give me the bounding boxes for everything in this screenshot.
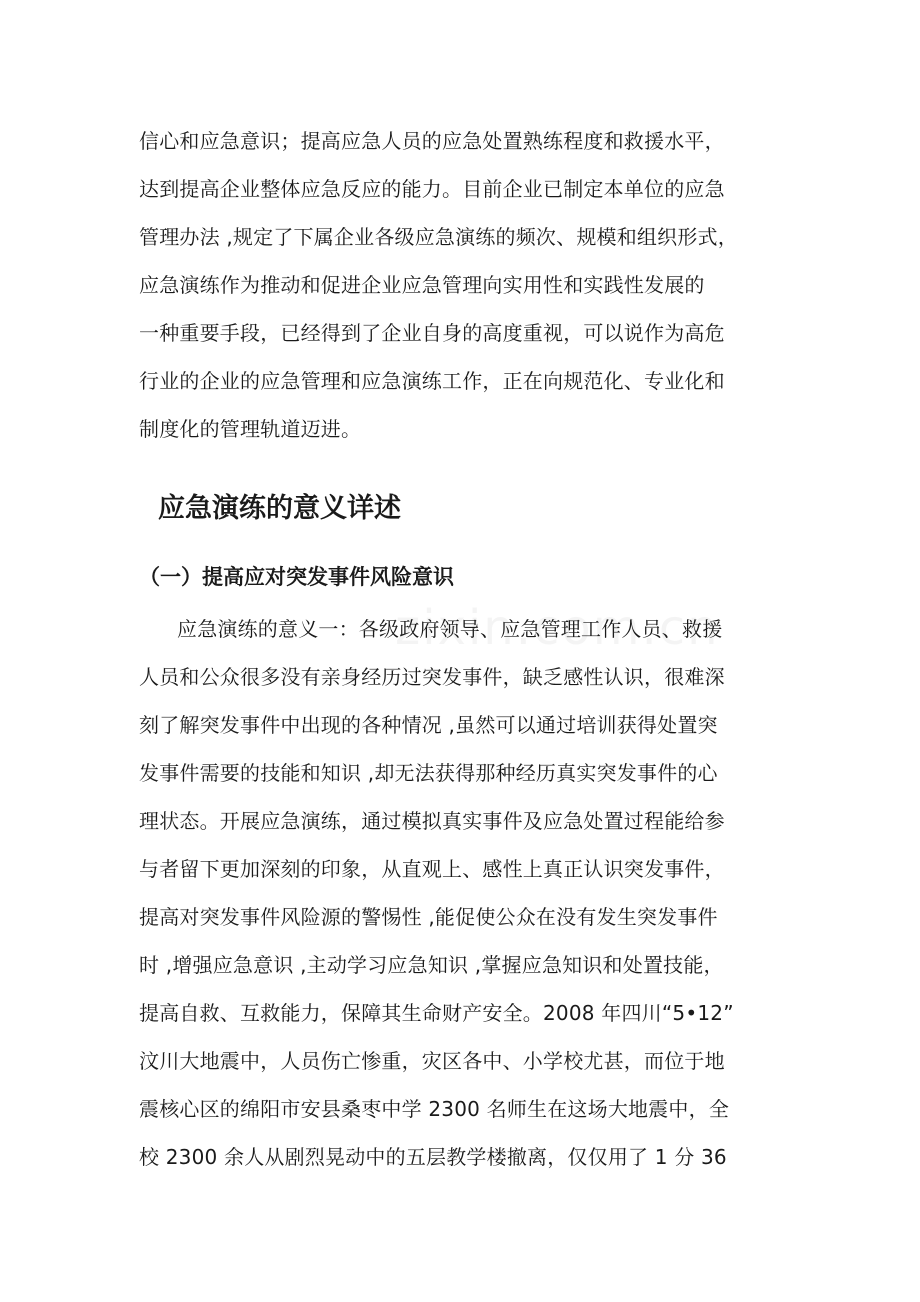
paragraph-line: 管理办法 ,规定了下属企业各级应急演练的频次、规模和组织形式， (139, 225, 738, 249)
paragraph-line: 一种重要手段，已经得到了企业自身的高度重视，可以说作为高危 (139, 321, 725, 345)
paragraph-line: 达到提高企业整体应急反应的能力。目前企业已制定本单位的应急 (139, 177, 725, 201)
paragraph-line: 应急演练作为推动和促进企业应急管理向实用性和实践性发展的 (139, 273, 705, 297)
paragraph-line: 汶川大地震中，人员伤亡惨重，灾区各中、小学校尤甚，而位于地 (139, 1049, 725, 1073)
paragraph-line: 行业的企业的应急管理和应急演练工作，正在向规范化、专业化和 (139, 369, 725, 393)
paragraph-line: 刻了解突发事件中出现的各种情况 ,虽然可以通过培训获得处置突 (139, 713, 718, 737)
section-heading: 应急演练的意义详述 (158, 493, 401, 524)
paragraph-line: 震核心区的绵阳市安县桑枣中学 2300 名师生在这场大地震中，全 (139, 1097, 730, 1121)
subsection-heading: （一）提高应对突发事件风险意识 (139, 565, 454, 589)
document-body (139, 117, 809, 1181)
paragraph-line: 提高自救、互救能力，保障其生命财产安全。2008 年四川“5•12” (139, 1001, 734, 1025)
paragraph-line: 应急演练的意义一：各级政府领导、应急管理工作人员、救援 (177, 617, 723, 641)
paragraph-2 (139, 605, 809, 1181)
paragraph-line: 提高对突发事件风险源的警惕性 ,能促使公众在没有发生突发事件 (139, 905, 718, 929)
paragraph-line: 发事件需要的技能和知识 ,却无法获得那种经历真实突发事件的心 (139, 761, 718, 785)
paragraph-line: 理状态。开展应急演练，通过模拟真实事件及应急处置过程能给参 (139, 809, 725, 833)
paragraph-line: 制度化的管理轨道迈进。 (139, 417, 362, 441)
paragraph-line: 校 2300 余人从剧烈晃动中的五层教学楼撤离，仅仅用了 1 分 36 (139, 1145, 727, 1169)
paragraph-line: 与者留下更加深刻的印象，从直观上、感性上真正认识突发事件， (139, 857, 725, 881)
paragraph-line: 时 ,增强应急意识 ,主动学习应急知识 ,掌握应急知识和处置技能， (139, 953, 724, 977)
paragraph-line: 信心和应急意识；提高应急人员的应急处置熟练程度和救援水平， (139, 129, 725, 153)
paragraph-line: 人员和公众很多没有亲身经历过突发事件，缺乏感性认识，很难深 (139, 665, 725, 689)
paragraph-1 (139, 117, 809, 453)
